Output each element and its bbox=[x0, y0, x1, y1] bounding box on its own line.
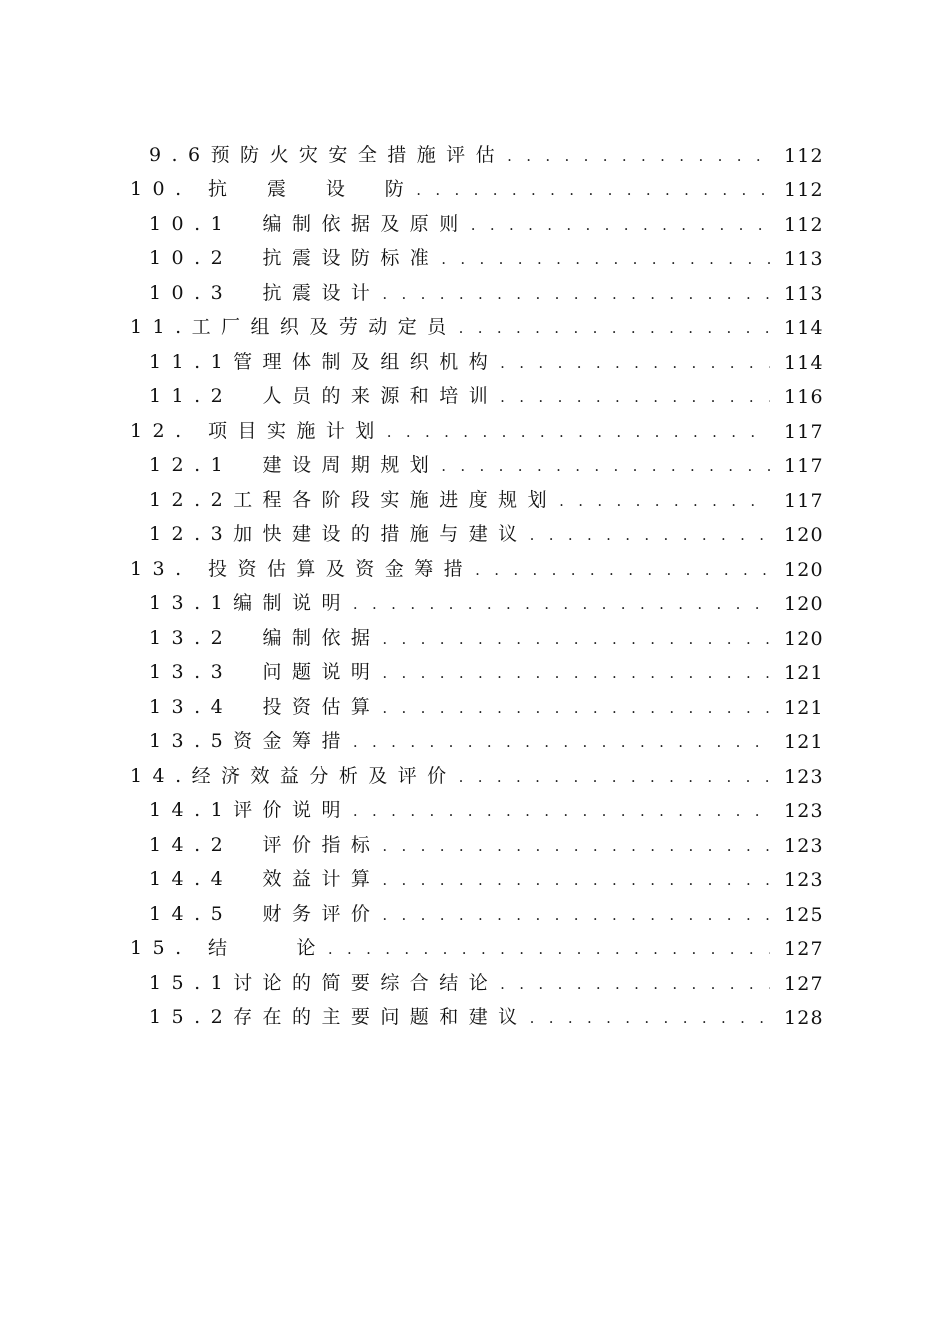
toc-entry-page-number: 120 bbox=[784, 524, 824, 546]
toc-entry-page-number: 123 bbox=[784, 869, 824, 891]
toc-entry-page-number: 121 bbox=[784, 662, 824, 684]
toc-entry[interactable] bbox=[130, 546, 824, 581]
toc-entry-page-number: 113 bbox=[784, 248, 824, 270]
dot-leader bbox=[382, 908, 770, 926]
toc-entry-page-number: 116 bbox=[784, 386, 824, 408]
toc-entry[interactable] bbox=[130, 891, 824, 926]
toc-entry-title: 9.6预防火灾安全措施评估 bbox=[149, 143, 506, 166]
toc-entry[interactable] bbox=[130, 581, 824, 616]
dot-leader bbox=[471, 218, 770, 236]
toc-entry-title: 12.2工程各阶段实施进度规划 bbox=[149, 488, 558, 511]
toc-entry-page-number: 112 bbox=[784, 144, 824, 167]
toc-entry-page-number: 123 bbox=[784, 834, 824, 857]
toc-entry-title: 15.1讨论的简要综合结论 bbox=[149, 971, 499, 994]
toc-entry-page-number: 117 bbox=[784, 420, 824, 443]
toc-entry[interactable] bbox=[130, 236, 824, 271]
toc-entry[interactable] bbox=[130, 408, 824, 443]
toc-entry[interactable] bbox=[130, 443, 824, 478]
toc-entry-title: 14.2 评价指标 bbox=[149, 833, 381, 856]
dot-leader bbox=[500, 977, 770, 995]
toc-entry-title: 13.2 编制依据 bbox=[149, 626, 381, 649]
dot-leader bbox=[441, 459, 770, 477]
toc-entry-title: 14.1评价说明 bbox=[149, 799, 351, 821]
toc-entry-page-number: 123 bbox=[784, 765, 824, 788]
toc-entry[interactable] bbox=[130, 650, 824, 685]
toc-entry-page-number: 127 bbox=[784, 972, 824, 995]
toc-entry-page-number: 114 bbox=[784, 351, 824, 374]
toc-entry[interactable] bbox=[130, 684, 824, 719]
toc-entry-title: 14.经济效益分析及评价 bbox=[130, 764, 457, 787]
toc-entry-title: 13.3 问题说明 bbox=[149, 661, 381, 683]
dot-leader bbox=[500, 356, 770, 374]
toc-entry[interactable] bbox=[130, 339, 824, 374]
toc-entry-title: 12.3加快建设的措施与建议 bbox=[149, 523, 528, 545]
toc-entry-page-number: 123 bbox=[784, 800, 824, 822]
dot-leader bbox=[382, 873, 770, 891]
toc-entry-title: 11.工厂组织及劳动定员 bbox=[130, 316, 457, 338]
toc-entry-title: 10.2 抗震设防标准 bbox=[149, 247, 440, 269]
toc-entry[interactable] bbox=[130, 960, 824, 995]
toc-entry-page-number: 114 bbox=[784, 317, 824, 339]
toc-entry-title: 10.1 编制依据及原则 bbox=[149, 212, 469, 235]
toc-entry-title: 10. 抗 震 设 防 bbox=[130, 178, 415, 200]
toc-entry[interactable] bbox=[130, 857, 824, 892]
toc-entry[interactable] bbox=[130, 615, 824, 650]
dot-leader bbox=[382, 839, 770, 857]
toc-entry-page-number: 121 bbox=[784, 731, 824, 753]
dot-leader bbox=[530, 1011, 770, 1029]
toc-entry[interactable] bbox=[130, 995, 824, 1030]
toc-entry-page-number: 120 bbox=[784, 593, 824, 615]
dot-leader bbox=[559, 494, 770, 512]
toc-entry[interactable] bbox=[130, 270, 824, 305]
toc-entry-title: 11.1管理体制及组织机构 bbox=[149, 350, 499, 373]
dot-leader bbox=[530, 528, 770, 546]
dot-leader bbox=[353, 597, 770, 615]
toc-entry-page-number: 120 bbox=[784, 627, 824, 650]
toc-entry-page-number: 125 bbox=[784, 903, 824, 926]
toc-entry[interactable] bbox=[130, 132, 824, 167]
toc-entry[interactable] bbox=[130, 305, 824, 340]
toc-entry[interactable] bbox=[130, 512, 824, 547]
dot-leader bbox=[353, 735, 770, 753]
toc-entry-title: 12.1 建设周期规划 bbox=[149, 454, 440, 476]
toc-entry-page-number: 117 bbox=[784, 489, 824, 512]
toc-entry-page-number: 112 bbox=[784, 213, 824, 236]
dot-leader bbox=[382, 666, 770, 684]
toc-entry[interactable] bbox=[130, 201, 824, 236]
toc-entry-page-number: 117 bbox=[784, 455, 824, 477]
toc-entry-page-number: 127 bbox=[784, 938, 824, 960]
toc-entry[interactable] bbox=[130, 719, 824, 754]
dot-leader bbox=[328, 942, 770, 960]
toc-entry-title: 13.4 投资估算 bbox=[149, 695, 381, 718]
dot-leader bbox=[382, 701, 770, 719]
toc-entry-title: 13. 投资估算及资金筹措 bbox=[130, 557, 474, 580]
toc-entry-title: 12. 项目实施计划 bbox=[130, 419, 385, 442]
dot-leader bbox=[507, 149, 770, 167]
toc-entry-title: 10.3 抗震设计 bbox=[149, 281, 381, 304]
toc-entry[interactable] bbox=[130, 926, 824, 961]
toc-entry-title: 11.2 人员的来源和培训 bbox=[149, 385, 499, 407]
dot-leader bbox=[475, 563, 770, 581]
toc-entry-title: 14.4 效益计算 bbox=[149, 868, 381, 890]
toc-entry[interactable] bbox=[130, 374, 824, 409]
toc-entry-page-number: 112 bbox=[784, 179, 824, 201]
toc-entry-title: 15. 结 论 bbox=[130, 937, 326, 959]
toc-entry[interactable] bbox=[130, 788, 824, 823]
toc-entry-page-number: 113 bbox=[784, 282, 824, 305]
toc-entry[interactable] bbox=[130, 167, 824, 202]
toc-entry[interactable] bbox=[130, 822, 824, 857]
toc-entry-page-number: 120 bbox=[784, 558, 824, 581]
table-of-contents bbox=[130, 132, 824, 1029]
toc-entry-page-number: 128 bbox=[784, 1007, 824, 1029]
toc-entry-title: 14.5 财务评价 bbox=[149, 902, 381, 925]
toc-entry[interactable] bbox=[130, 477, 824, 512]
toc-entry-page-number: 121 bbox=[784, 696, 824, 719]
dot-leader bbox=[441, 252, 770, 270]
dot-leader bbox=[382, 287, 770, 305]
toc-entry-title: 13.5资金筹措 bbox=[149, 730, 351, 752]
dot-leader bbox=[353, 804, 770, 822]
dot-leader bbox=[500, 390, 770, 408]
dot-leader bbox=[382, 632, 770, 650]
dot-leader bbox=[459, 321, 770, 339]
toc-entry-title: 13.1编制说明 bbox=[149, 592, 351, 614]
dot-leader bbox=[459, 770, 770, 788]
toc-entry-title: 15.2存在的主要问题和建议 bbox=[149, 1006, 528, 1028]
dot-leader bbox=[416, 183, 770, 201]
dot-leader bbox=[387, 425, 770, 443]
toc-entry[interactable] bbox=[130, 753, 824, 788]
